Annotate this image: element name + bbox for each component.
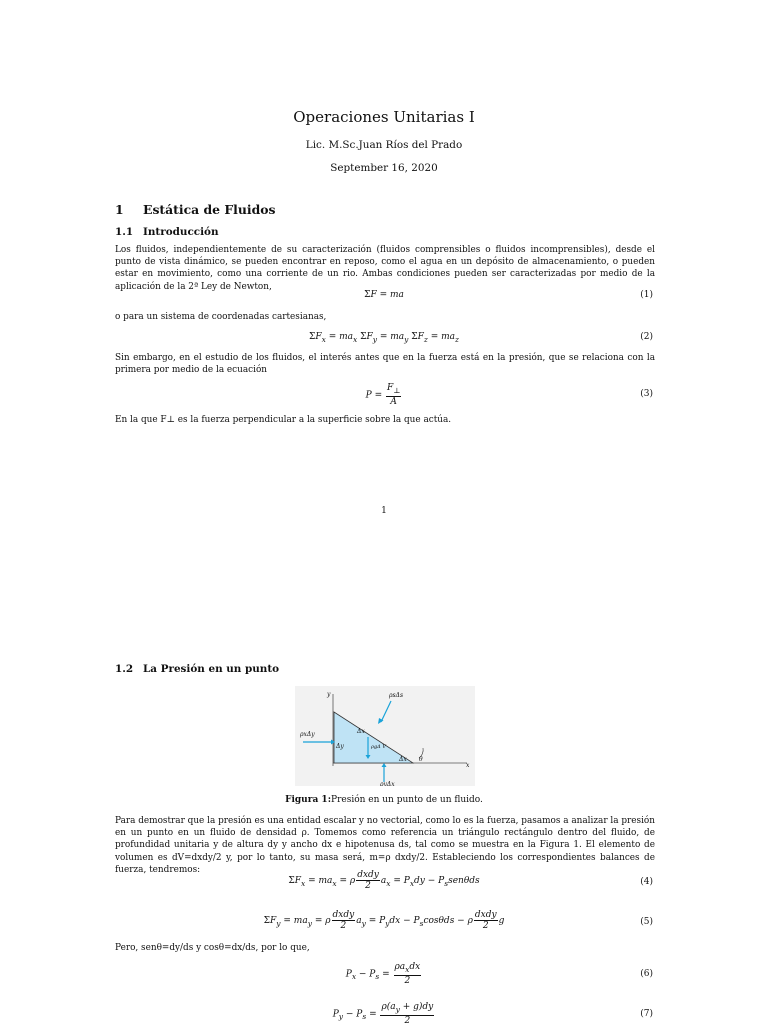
equation-6 (115, 962, 653, 986)
equation-2 (115, 332, 653, 352)
label-weight: ρgΔ V (371, 744, 386, 750)
section-heading (115, 202, 275, 217)
equation-number: (4) (640, 877, 653, 887)
label-dx-base: Δx (399, 756, 407, 763)
caption-label: Figura 1: (285, 795, 332, 805)
section-title: Estática de Fluidos (143, 202, 276, 217)
equation-number: (1) (640, 290, 653, 300)
subsection-title: Introducción (143, 226, 219, 238)
paragraph-demonstration: Para demostrar que la presión es una entidad escalar y no vectorial, como lo es la fuerza, pasamos a analizar la presión en un punto en un fluido de densidad ρ. Tomemos como referencia un triángulo rectángulo dentro del fluido, de profundidad unitaria y de altura dy y ancho dx e hipotenusa ds, tal como se muestra en la Figura 1. El elemento de volumen es dV=dxdy/2 y, por lo tanto, su masa será, m=ρ dxdy/2. Estableciendo los correspondientes balances de fuerza, tendremos: (115, 816, 655, 875)
equation-4 (115, 870, 653, 894)
paragraph-trig: Pero, senθ=dy/ds y cosθ=dx/ds, por lo que, (115, 943, 310, 953)
paragraph-cartesian: o para un sistema de coordenadas cartesianas, (115, 312, 327, 322)
document-date: September 16, 2020 (330, 162, 438, 174)
page-number: 1 (381, 506, 387, 516)
equation-7-body: $P_y - P_s$ = $\frac{\rho(a_y + g)dy}{2}$ (332, 1002, 434, 1026)
equation-7 (115, 1002, 653, 1024)
label-py: ρyΔx (380, 781, 395, 786)
label-dy: Δy (336, 743, 344, 750)
subsection-number: 1.1 (115, 226, 134, 238)
label-y: y (327, 691, 331, 698)
equation-number: (3) (640, 389, 653, 399)
subsection-heading-intro (115, 226, 219, 238)
subsection-number: 1.2 (115, 663, 134, 675)
caption-text: Presión en un punto de un fluido. (331, 795, 483, 805)
label-px: ρxΔy (300, 731, 315, 738)
equation-number: (5) (640, 917, 653, 927)
equation-1-body: ΣF = ma (364, 290, 404, 300)
paragraph-intro: Los fluidos, independientemente de su caracterización (fluidos comprensibles o fluidos incomprensibles), desde el punto de vista dinámico, se pueden encontrar en reposo, como el agua en un depósito de almacenamiento, o pueden estar en movimiento, como una corriente de un rio. Ambas condiciones pueden ser caracterizadas por medio de la aplicación de la 2ª Ley de Newton, (115, 245, 655, 292)
paragraph-perpendicular: En la que F⊥ es la fuerza perpendicular a la superficie sobre la que actúa. (115, 415, 452, 425)
equation-2-body: $\Sigma F_x = ma_x$ $\Sigma F_y = ma_y$ $\Sigma F_z = ma_z$ (308, 332, 459, 344)
figure-caption (0, 795, 768, 805)
label-dx-hyp: Δx (357, 728, 365, 735)
equation-number: (7) (640, 1009, 653, 1019)
paragraph-pressure: Sin embargo, en el estudio de los fluidos, el interés antes que en la fuerza está en la presión, que se relaciona con la primera por medio de la ecuación (115, 353, 655, 376)
figure-pressure-triangle (295, 686, 475, 786)
document-title: Operaciones Unitarias I (293, 108, 475, 126)
equation-4-body: $\Sigma F_x = ma_x = \rho$ $\frac{\text{dxdy}}{2}$ $a_x = P_xdy - P_ssen\theta ds$ (288, 870, 480, 891)
equation-number: (6) (640, 969, 653, 979)
document-author: Lic. M.Sc.Juan Ríos del Prado (305, 139, 463, 151)
equation-1 (115, 290, 653, 310)
equation-5-body: $\Sigma F_y = ma_y = \rho$ $\frac{\text{dxdy}}{2}$ $a_y = P_ydx - P_s\cos\theta ds - \rho$ $\frac{\text{dxdy}}{2}$ g (263, 910, 505, 931)
subsection-title: La Presión en un punto (143, 663, 280, 675)
equation-3-body: P = $\frac{F_\perp}{A}$ (365, 383, 401, 407)
equation-5 (115, 910, 653, 934)
label-x: x (466, 762, 470, 769)
equation-number: (2) (640, 332, 653, 342)
subsection-heading-pressure (115, 663, 279, 675)
equation-3 (115, 383, 653, 409)
label-theta: θ (419, 756, 423, 763)
section-number: 1 (115, 202, 124, 217)
figure-background (295, 686, 475, 786)
equation-6-body: $P_x - P_s$ = $\frac{\rho a_xdx}{2}$ (345, 962, 421, 986)
label-ps: ρsΔs (389, 692, 404, 699)
